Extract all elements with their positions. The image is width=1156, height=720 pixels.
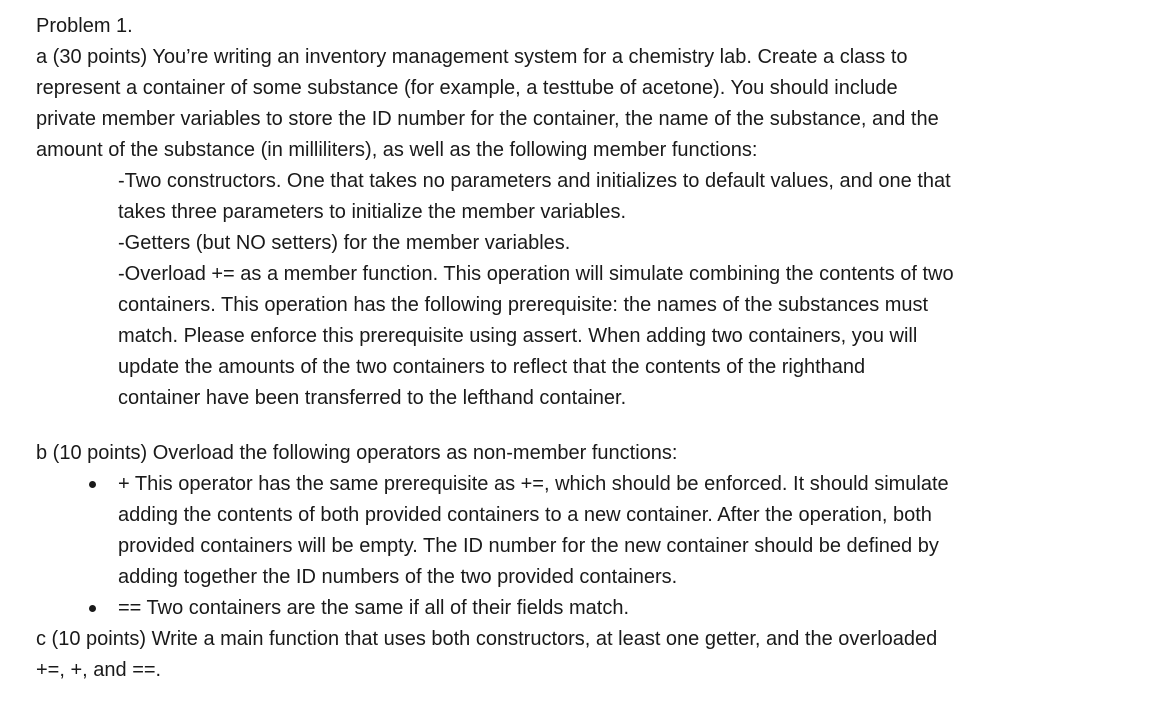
part-a-item-line: match. Please enforce this prerequisite using assert. When adding two containers, you will	[118, 325, 918, 347]
part-a-item-line: -Two constructors. One that takes no parameters and initializes to default values, and one that	[118, 170, 951, 192]
part-a-item-line: -Overload += as a member function. This operation will simulate combining the contents of two	[118, 263, 954, 285]
part-c-line: +=, +, and ==.	[36, 659, 162, 681]
part-b-bullet-equals	[36, 593, 1136, 624]
problem-title: Problem 1.	[36, 15, 133, 37]
paragraph-gap	[36, 414, 1136, 438]
bullet-dot-icon	[89, 481, 96, 488]
bullet-item	[36, 469, 1136, 500]
part-a-item-constructors	[36, 166, 1136, 228]
part-a-item-getters	[36, 228, 1136, 259]
part-a-item-line: containers. This operation has the following prerequisite: the names of the substances must	[118, 294, 929, 316]
bullet-line: == Two containers are the same if all of their fields match.	[118, 597, 629, 619]
part-b-intro: b (10 points) Overload the following operators as non-member functions:	[36, 442, 678, 464]
bullet-dot-icon	[89, 605, 96, 612]
part-a-intro-line: represent a container of some substance (for example, a testtube of acetone). You should include	[36, 77, 898, 99]
bullet-line: provided containers will be empty. The ID number for the new container should be defined by	[118, 535, 939, 557]
part-c-line: c (10 points) Write a main function that uses both constructors, at least one getter, and the overloaded	[36, 628, 938, 650]
part-a-item-line: container have been transferred to the lefthand container.	[118, 387, 627, 409]
part-b-bullet-plus	[36, 469, 1136, 593]
part-a-item-line: takes three parameters to initialize the member variables.	[118, 201, 627, 223]
part-c	[36, 624, 1136, 686]
document	[36, 11, 1136, 686]
bullet-line: adding together the ID numbers of the two provided containers.	[118, 566, 678, 588]
bullet-item	[36, 593, 1136, 624]
part-a-intro-line: amount of the substance (in milliliters), as well as the following member functions:	[36, 139, 758, 161]
bullet-line: + This operator has the same prerequisite as +=, which should be enforced. It should simulate	[118, 473, 949, 495]
part-a-intro	[36, 42, 1136, 166]
bullet-line: adding the contents of both provided containers to a new container. After the operation, both	[118, 504, 932, 526]
part-a-intro-line: private member variables to store the ID number for the container, the name of the substance, and the	[36, 108, 939, 130]
part-a-item-line: -Getters (but NO setters) for the member variables.	[118, 232, 571, 254]
part-a-item-line: update the amounts of the two containers to reflect that the contents of the righthand	[118, 356, 866, 378]
part-a-item-overload	[36, 259, 1136, 414]
part-a-intro-line: a (30 points) You’re writing an inventory management system for a chemistry lab. Create a class to	[36, 46, 908, 68]
